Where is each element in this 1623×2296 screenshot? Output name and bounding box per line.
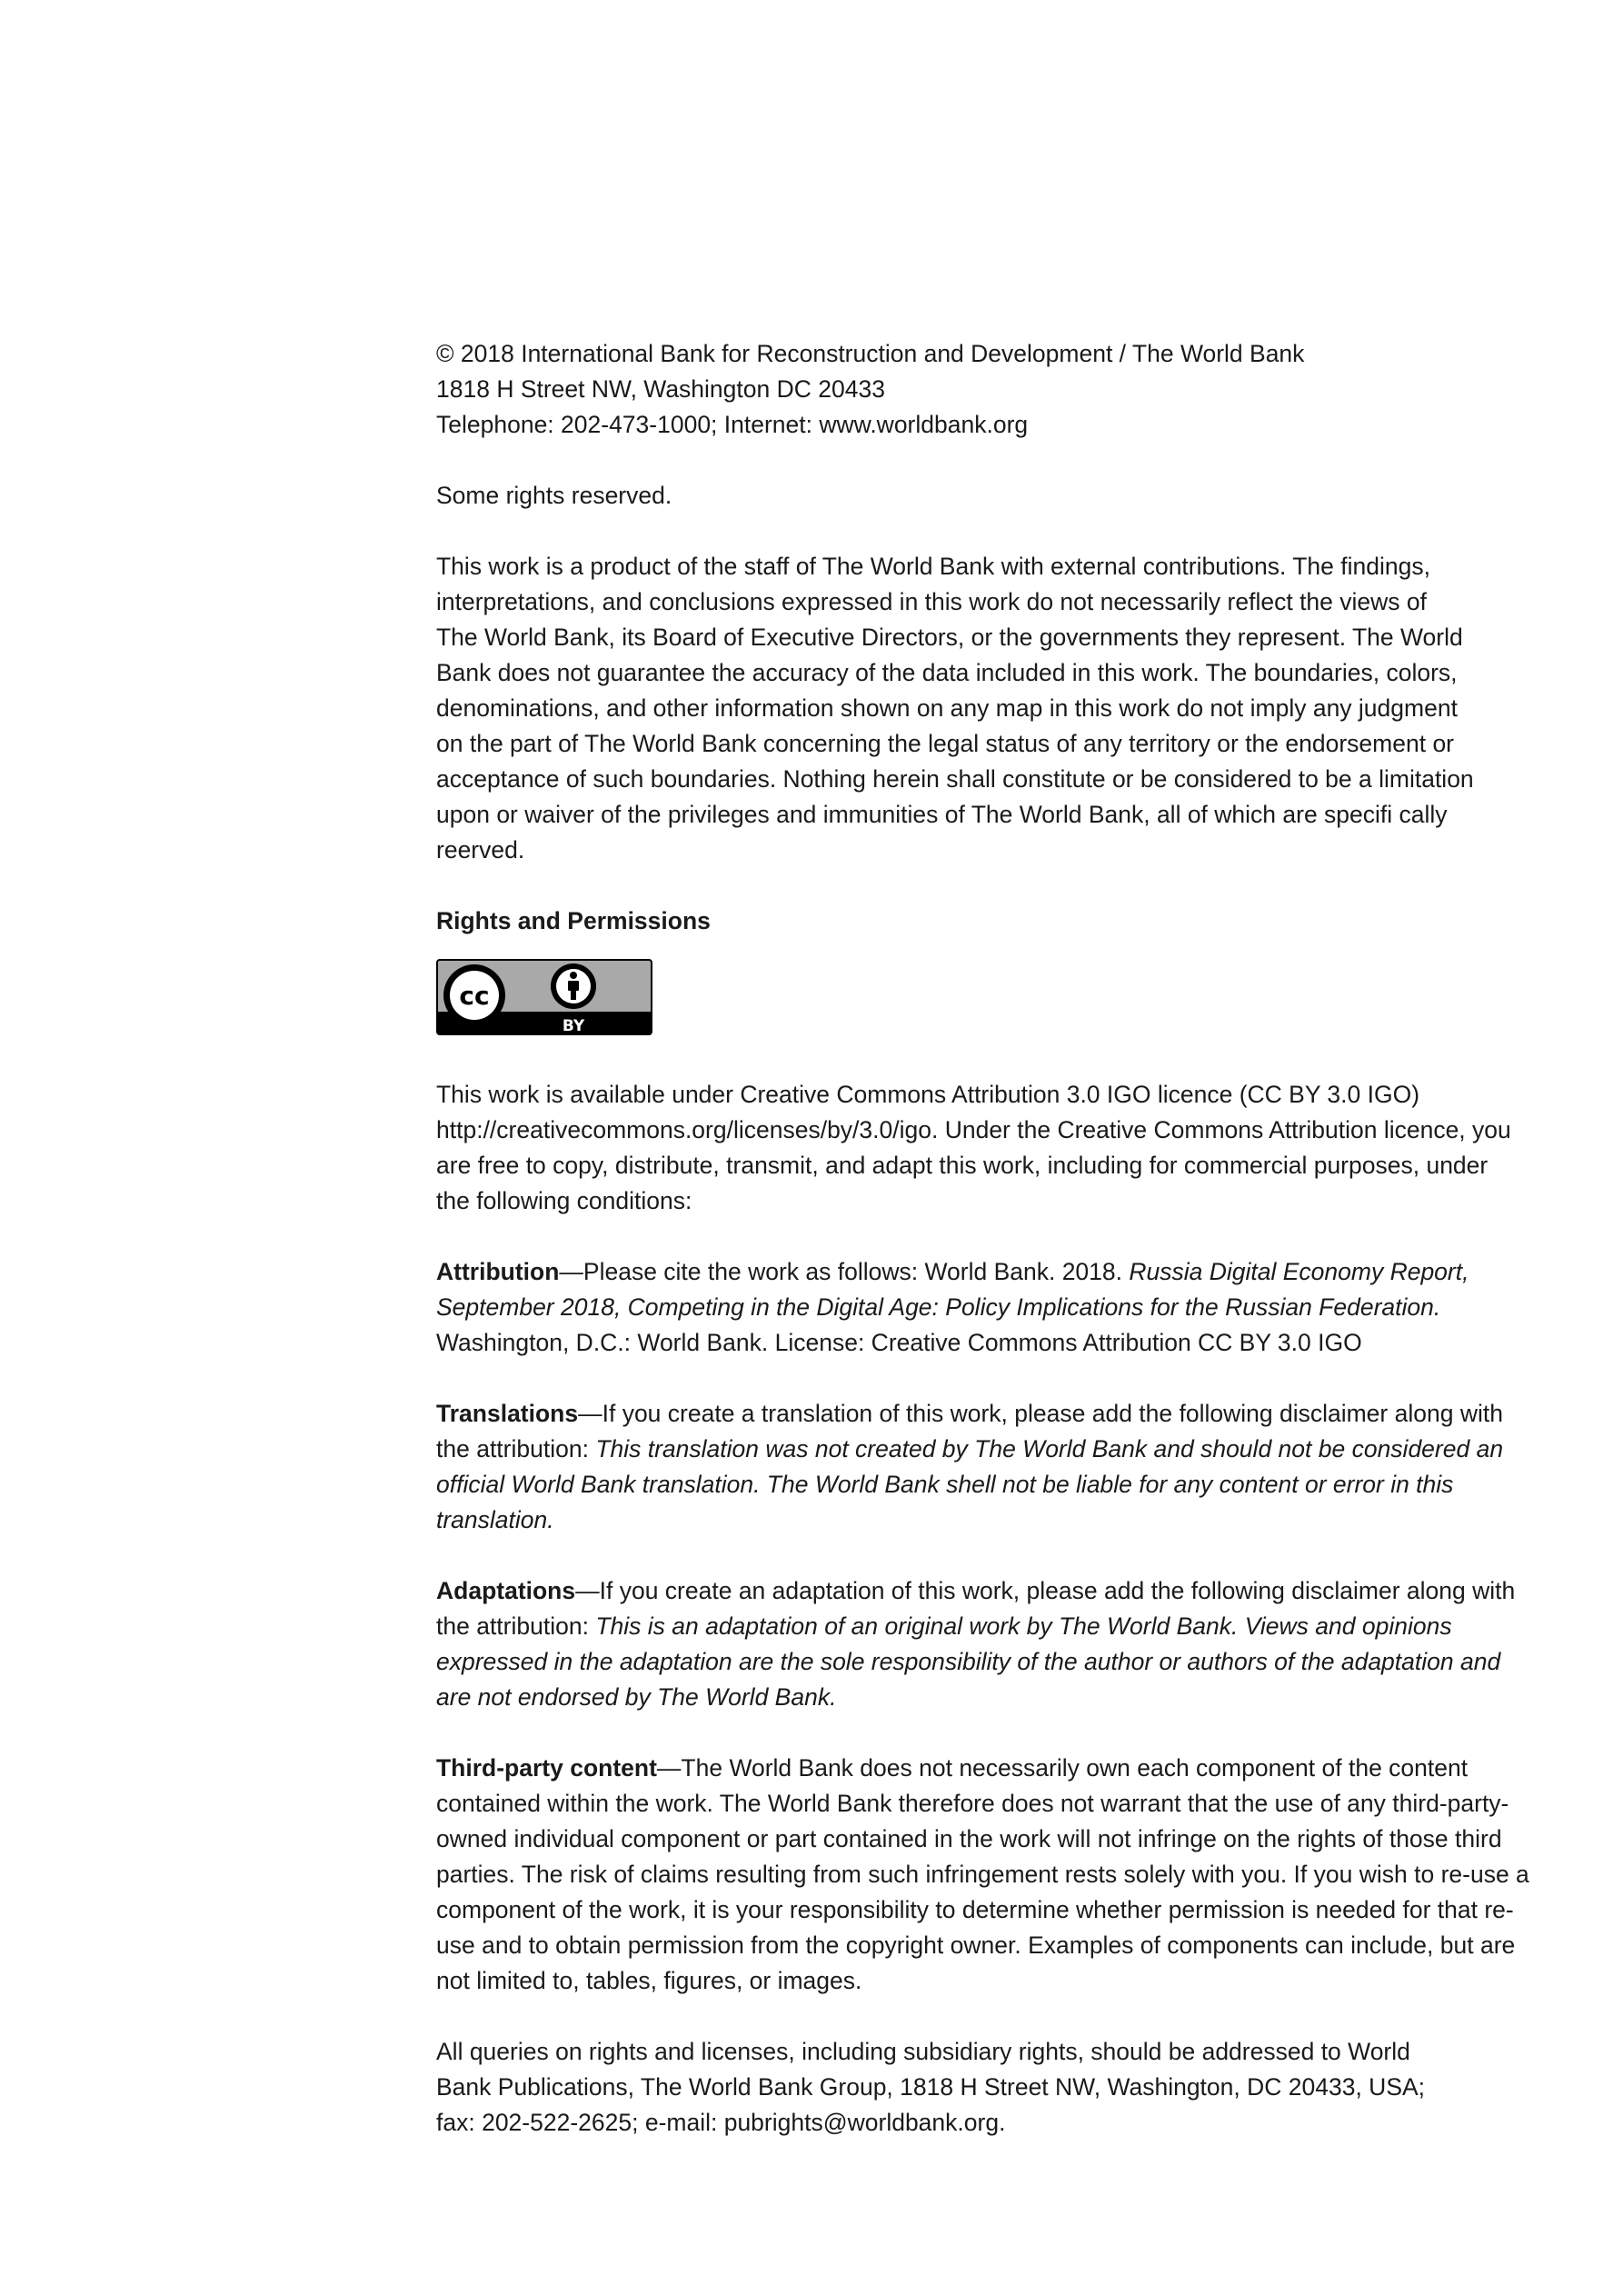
copyright-block	[436, 336, 1540, 443]
disclaimer-line: denominations, and other information shown on any map in this work do not imply any judgment	[436, 694, 1458, 722]
translations-paragraph	[436, 1396, 1540, 1538]
copyright-line: © 2018 International Bank for Reconstruction and Development / The World Bank	[436, 340, 1305, 367]
license-line: http://creativecommons.org/licenses/by/3.0/igo. Under the Creative Commons Attribution licence, you	[436, 1116, 1511, 1143]
adaptations-label: Adaptations	[436, 1577, 576, 1604]
disclaimer-line: This work is a product of the staff of The World Bank with external contributions. The findings,	[436, 553, 1430, 580]
attribution-license: Washington, D.C.: World Bank. License: Creative Commons Attribution CC BY 3.0 IGO	[436, 1329, 1362, 1356]
disclaimer-paragraph	[436, 549, 1540, 868]
adaptations-paragraph	[436, 1573, 1540, 1715]
queries-line: fax: 202-522-2625; e-mail: pubrights@worldbank.org.	[436, 2109, 1006, 2136]
disclaimer-line: acceptance of such boundaries. Nothing herein shall constitute or be considered to be a limitation	[436, 765, 1474, 793]
adaptations-text: —If you create an adaptation of this work, please add the following disclaimer along with the attribution:	[436, 1577, 1516, 1640]
adaptations-disclaimer: This is an adaptation of an original work by The World Bank. Views and opinions expressed in the adaptation are the sole responsibility of the author or authors of the adaptation and are not endorsed by The World Bank.	[436, 1612, 1501, 1711]
disclaimer-line: reerved.	[436, 836, 525, 863]
queries-line: Bank Publications, The World Bank Group, 1818 H Street NW, Washington, DC 20433, USA;	[436, 2073, 1426, 2101]
queries-line: All queries on rights and licenses, including subsidiary rights, should be addressed to World	[436, 2038, 1410, 2065]
license-line: are free to copy, distribute, transmit, and adapt this work, including for commercial purposes, under	[436, 1152, 1489, 1179]
third-party-text: —The World Bank does not necessarily own each component of the content contained within the work. The World Bank therefore does not warrant that the use of any third-party-owned individual component or part contained in the work will not infringe on the rights of those third parties. The risk of claims resulting from such infringement rests solely with you. If you wish to re-use a component of the work, it is your responsibility to determine whether permission is needed for that re-use and to obtain permission from the copyright owner. Examples of components can include, but are not limited to, tables, figures, or images.	[436, 1754, 1529, 1994]
translations-text: —If you create a translation of this work, please add the following disclaimer along with the attribution:	[436, 1400, 1503, 1462]
attribution-paragraph	[436, 1254, 1540, 1361]
attribution-text: —Please cite the work as follows: World Bank. 2018.	[559, 1258, 1130, 1285]
disclaimer-line: The World Bank, its Board of Executive Directors, or the governments they represent. The World	[436, 624, 1463, 651]
disclaimer-line: Bank does not guarantee the accuracy of the data included in this work. The boundaries, colors,	[436, 659, 1458, 686]
third-party-label: Third-party content	[436, 1754, 657, 1782]
translations-disclaimer: This translation was not created by The World Bank and should not be considered an official World Bank translation. The World Bank shell not be liable for any content or error in this translation.	[436, 1435, 1504, 1533]
disclaimer-line: on the part of The World Bank concerning the legal status of any territory or the endorsement or	[436, 730, 1455, 757]
attribution-title: Russia Digital Economy Report, September 2018, Competing in the Digital Age: Policy Implications for the Russian Federation.	[436, 1258, 1469, 1321]
license-line: the following conditions:	[436, 1187, 692, 1214]
rights-reserved: Some rights reserved.	[436, 482, 672, 509]
attribution-label: Attribution	[436, 1258, 560, 1285]
disclaimer-line: interpretations, and conclusions expressed in this work do not necessarily reflect the views of	[436, 588, 1427, 615]
license-line: This work is available under Creative Commons Attribution 3.0 IGO licence (CC BY 3.0 IGO)	[436, 1081, 1420, 1108]
cc-badge-text: cc	[459, 981, 490, 1011]
by-badge-text: BY	[562, 1017, 585, 1035]
address-line: 1818 H Street NW, Washington DC 20433	[436, 375, 885, 403]
copyright-page	[436, 336, 1540, 2141]
third-party-paragraph	[436, 1751, 1540, 1999]
disclaimer-line: upon or waiver of the privileges and immunities of The World Bank, all of which are specifi cally	[436, 801, 1448, 828]
cc-by-badge	[436, 959, 1540, 1035]
rights-permissions-heading: Rights and Permissions	[436, 907, 711, 934]
creative-commons-by-icon	[436, 959, 652, 1035]
translations-label: Translations	[436, 1400, 579, 1427]
contact-line: Telephone: 202-473-1000; Internet: www.worldbank.org	[436, 411, 1029, 438]
license-paragraph	[436, 1077, 1540, 1219]
queries-paragraph	[436, 2034, 1540, 2141]
